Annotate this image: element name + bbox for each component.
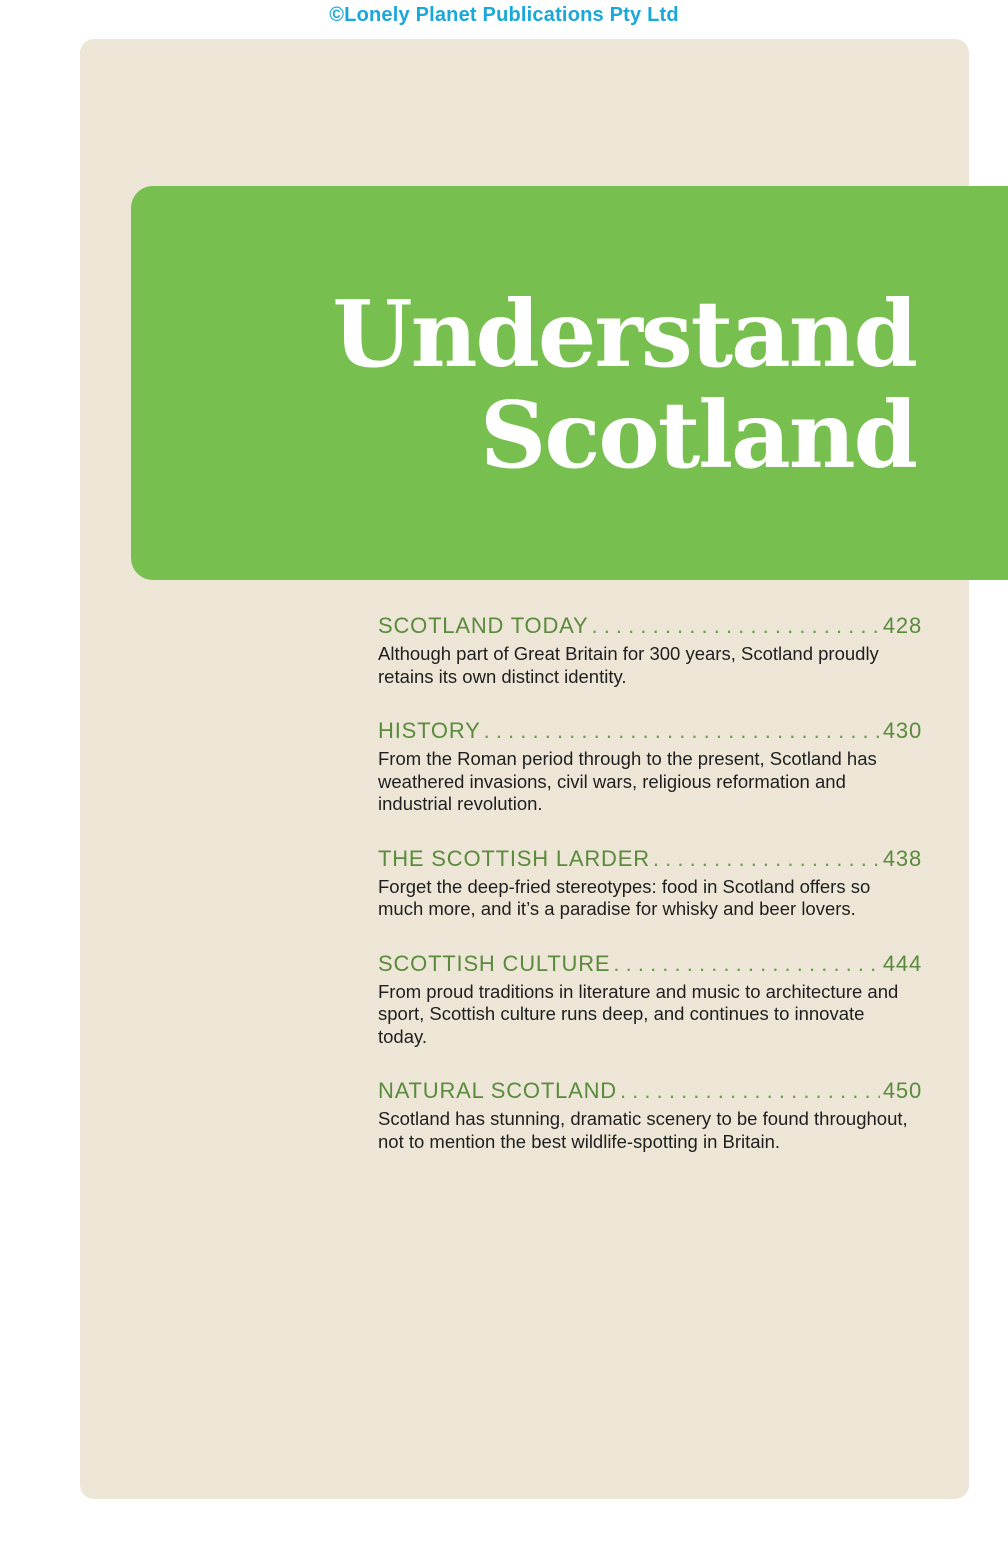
toc-entry-history[interactable] — [378, 717, 922, 816]
toc-page-number[interactable]: 430 — [882, 718, 922, 743]
toc-heading[interactable] — [378, 845, 922, 873]
toc-description: From proud traditions in literature and music to architecture and sport, Scottish culture runs deep, and continues to innovate today. — [378, 980, 899, 1047]
toc-description: Scotland has stunning, dramatic scenery to be found throughout, not to mention the best wildlife-spotting in Britain. — [378, 1108, 908, 1152]
dot-leader — [591, 612, 879, 640]
toc-description: Forget the deep-fried stereotypes: food in Scotland offers so much more, and it’s a paradise for whisky and beer lovers. — [378, 875, 871, 919]
toc-heading[interactable] — [378, 612, 922, 640]
page-title-line-2: Scotland — [479, 381, 916, 489]
toc-heading[interactable] — [378, 1077, 922, 1105]
toc-heading[interactable] — [378, 950, 922, 978]
dot-leader — [613, 950, 879, 978]
title-banner — [131, 186, 1008, 580]
toc-description: Although part of Great Britain for 300 years, Scotland proudly retains its own distinct identity. — [378, 643, 879, 687]
toc-title[interactable]: HISTORY — [378, 718, 481, 743]
toc-entry-scottish-larder[interactable] — [378, 845, 922, 921]
table-of-contents — [378, 612, 922, 1182]
toc-page-number[interactable]: 428 — [882, 613, 922, 638]
toc-page-number[interactable]: 450 — [882, 1078, 922, 1103]
toc-entry-scotland-today[interactable] — [378, 612, 922, 688]
page-title-line-1: Understand — [332, 280, 916, 388]
dot-leader — [484, 717, 880, 745]
toc-entry-scottish-culture[interactable] — [378, 950, 922, 1049]
toc-entry-natural-scotland[interactable] — [378, 1077, 922, 1153]
toc-title[interactable]: SCOTTISH CULTURE — [378, 950, 611, 976]
toc-title[interactable]: THE SCOTTISH LARDER — [378, 845, 650, 871]
toc-heading[interactable] — [378, 717, 922, 745]
toc-page-number[interactable]: 444 — [882, 950, 922, 976]
copyright-notice: ©Lonely Planet Publications Pty Ltd — [329, 4, 679, 26]
dot-leader — [653, 845, 880, 873]
toc-title[interactable]: NATURAL SCOTLAND — [378, 1078, 617, 1103]
toc-page-number[interactable]: 438 — [882, 845, 922, 871]
dot-leader — [620, 1077, 880, 1105]
toc-description: From the Roman period through to the present, Scotland has weathered invasions, civil wars, religious reformation and industrial revolution. — [378, 748, 877, 814]
toc-title[interactable]: SCOTLAND TODAY — [378, 613, 589, 638]
